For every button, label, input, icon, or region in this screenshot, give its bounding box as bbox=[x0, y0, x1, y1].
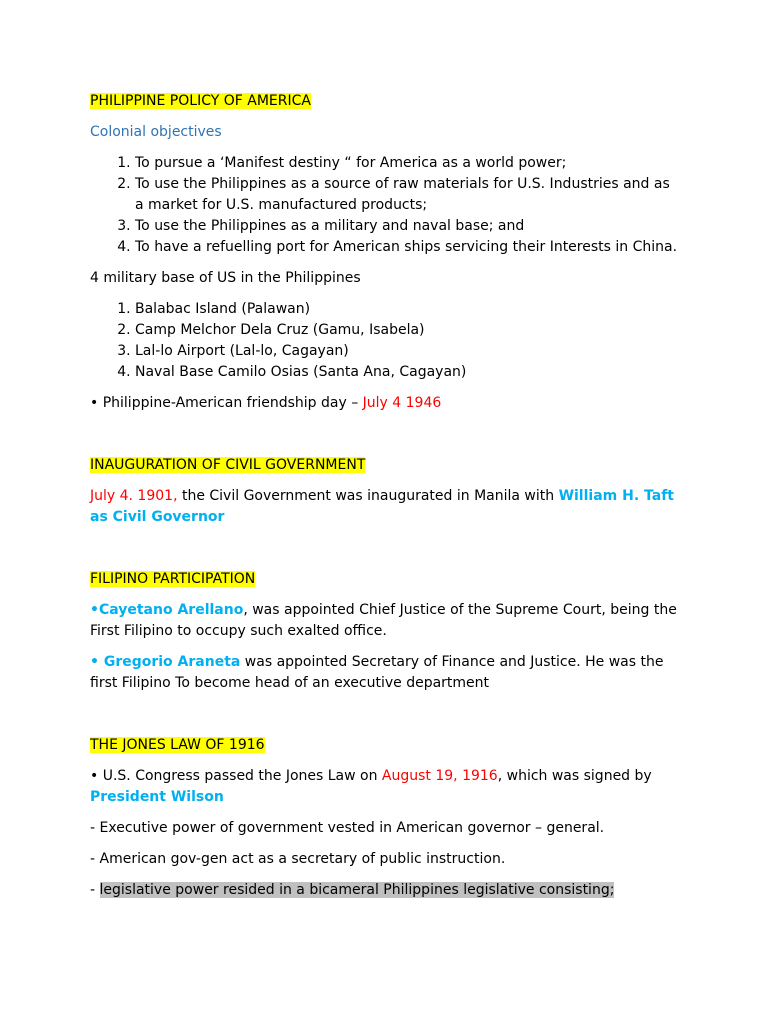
friendship-day-label: • Philippine-American friendship day – bbox=[90, 395, 363, 411]
legislative-dash: - bbox=[90, 882, 100, 898]
document-content bbox=[90, 91, 680, 901]
jones-law-mid: , which was signed by bbox=[497, 768, 652, 784]
araneta-paragraph bbox=[90, 652, 680, 694]
heading-philippine-policy bbox=[90, 91, 680, 112]
arellano-text: , was appointed Chief Justice of the Supreme Court, being the First Filipino to occupy such exalted office. bbox=[90, 602, 677, 639]
heading-civil-government bbox=[90, 455, 680, 476]
heading-text: PHILIPPINE POLICY OF AMERICA bbox=[90, 93, 311, 109]
list-item: 1. Balabac Island (Palawan) bbox=[135, 299, 680, 320]
legislative-power-line bbox=[90, 880, 680, 901]
friendship-day-date: July 4 1946 bbox=[362, 395, 442, 411]
heading-text: THE JONES LAW OF 1916 bbox=[90, 737, 265, 753]
jones-law-prefix: • U.S. Congress passed the Jones Law on bbox=[90, 768, 382, 784]
list-item: 4. Naval Base Camilo Osias (Santa Ana, Cagayan) bbox=[135, 362, 680, 383]
list-item: 1. To pursue a ‘Manifest destiny “ for America as a world power; bbox=[135, 153, 680, 174]
araneta-text: was appointed Secretary of Finance and Justice. He was the first Filipino To become head of an executive department bbox=[90, 654, 664, 691]
legislative-power-text: legislative power resided in a bicameral Philippines legislative consisting; bbox=[99, 882, 615, 898]
araneta-name: • Gregorio Araneta bbox=[90, 654, 241, 670]
heading-text: FILIPINO PARTICIPATION bbox=[90, 571, 256, 587]
inauguration-date: July 4. 1901, bbox=[90, 488, 178, 504]
jones-law-date: August 19, 1916 bbox=[381, 768, 498, 784]
heading-jones-law bbox=[90, 735, 680, 756]
civil-governor-name: William H. Taft as Civil Governor bbox=[90, 488, 674, 525]
civil-government-paragraph bbox=[90, 486, 680, 528]
president-name: President Wilson bbox=[90, 789, 224, 805]
list-item: 2. To use the Philippines as a source of raw materials for U.S. Industries and as a market for U.S. manufactured products; bbox=[135, 174, 680, 216]
list-item: 3. Lal-lo Airport (Lal-lo, Cagayan) bbox=[135, 341, 680, 362]
arellano-name: •Cayetano Arellano bbox=[90, 602, 244, 618]
heading-text: INAUGURATION OF CIVIL GOVERNMENT bbox=[90, 457, 366, 473]
list-item: 4. To have a refuelling port for American ships servicing their Interests in China. bbox=[135, 237, 680, 258]
objectives-list bbox=[90, 153, 680, 258]
friendship-day-line bbox=[90, 393, 680, 414]
jones-law-paragraph bbox=[90, 766, 680, 808]
gov-gen-line: - American gov-gen act as a secretary of public instruction. bbox=[90, 851, 506, 867]
military-bases-intro: 4 military base of US in the Philippines bbox=[90, 270, 361, 286]
list-item: 2. Camp Melchor Dela Cruz (Gamu, Isabela) bbox=[135, 320, 680, 341]
inauguration-text: the Civil Government was inaugurated in Manila with bbox=[177, 488, 559, 504]
military-bases-list bbox=[90, 299, 680, 383]
heading-filipino-participation bbox=[90, 569, 680, 590]
subheading-colonial-objectives: Colonial objectives bbox=[90, 124, 222, 140]
list-item: 3. To use the Philippines as a military and naval base; and bbox=[135, 216, 680, 237]
arellano-paragraph bbox=[90, 600, 680, 642]
executive-power-line: - Executive power of government vested in American governor – general. bbox=[90, 820, 605, 836]
